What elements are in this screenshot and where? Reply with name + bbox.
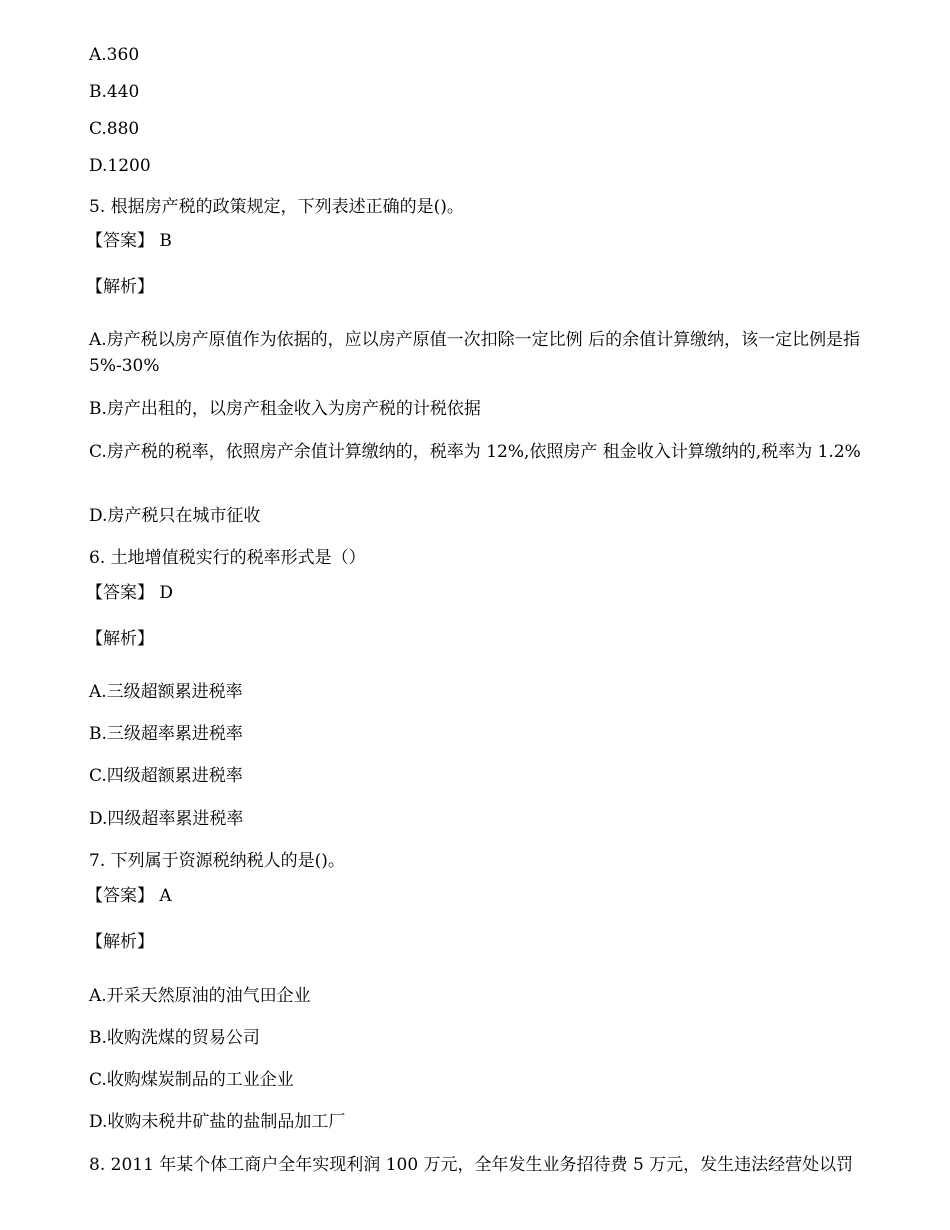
q5-option-b: B.房产出租的，以房产租金收入为房产税的计税依据 [89, 399, 481, 419]
q7-analysis-label: 【解析】 [86, 932, 154, 952]
q6-answer: 【答案】 D [86, 583, 174, 603]
q4-option-a: A.360 [89, 45, 140, 65]
q5-option-d: D.房产税只在城市征收 [89, 506, 261, 526]
q5-answer: 【答案】 B [86, 231, 172, 251]
q7-option-d: D.收购未税井矿盐的盐制品加工厂 [89, 1112, 346, 1132]
q5-stem: 5. 根据房产税的政策规定，下列表述正确的是()。 [89, 197, 464, 217]
q7-option-b: B.收购洗煤的贸易公司 [89, 1028, 260, 1048]
q6-option-c: C.四级超额累进税率 [89, 766, 243, 786]
q4-option-b: B.440 [89, 82, 140, 102]
q6-option-b: B.三级超率累进税率 [89, 724, 243, 744]
q5-option-c: C.房产税的税率，依照房产余值计算缴纳的，税率为 12%,依照房产 租金收入计算缴纳的,税率为 1.2% [89, 442, 861, 462]
q6-option-a: A.三级超额累进税率 [89, 682, 243, 702]
q4-option-d: D.1200 [89, 156, 151, 176]
q6-stem: 6. 土地增值税实行的税率形式是（） [89, 548, 366, 568]
q4-option-c: C.880 [89, 119, 140, 139]
q6-analysis-label: 【解析】 [86, 629, 154, 649]
q7-answer: 【答案】 A [86, 886, 172, 906]
q8-stem: 8. 2011 年某个体工商户全年实现利润 100 万元，全年发生业务招待费 5 万元，发生违法经营处以罚 [89, 1155, 854, 1175]
q7-option-a: A.开采天然原油的油气田企业 [89, 986, 311, 1006]
q7-stem: 7. 下列属于资源税纳税人的是()。 [89, 851, 345, 871]
q5-option-a: A.房产税以房产原值作为依据的，应以房产原值一次扣除一定比例 后的余值计算缴纳，该一定比例是指 5%-30% [89, 330, 861, 376]
q6-option-d: D.四级超率累进税率 [89, 809, 244, 829]
q7-option-c: C.收购煤炭制品的工业企业 [89, 1070, 294, 1090]
q5-analysis-label: 【解析】 [86, 277, 154, 297]
